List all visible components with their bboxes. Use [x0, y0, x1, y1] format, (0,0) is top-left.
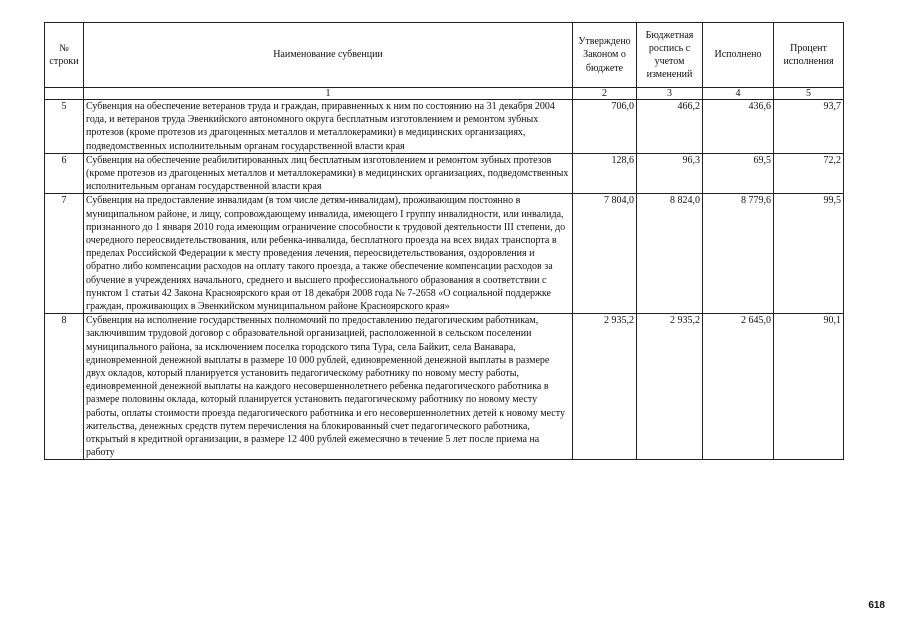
col-number: 3	[637, 88, 703, 100]
page-number: 618	[868, 600, 885, 611]
percent-value: 72,2	[774, 153, 844, 194]
header-row	[45, 23, 844, 88]
executed-value: 2 645,0	[703, 314, 774, 460]
col-number: 5	[774, 88, 844, 100]
approved-value: 2 935,2	[573, 314, 637, 460]
column-number-row	[45, 88, 844, 100]
approved-value: 7 804,0	[573, 194, 637, 314]
row-number: 8	[45, 314, 84, 460]
subvention-name: Субвенция на обеспечение реабилитированных лиц бесплатным изготовлением и ремонтом зубных протезов (кроме протезов из драгоценных металлов и металлокерамики) в медицинских организациях, подведомственных исполнительным органам государственной власти края	[84, 153, 573, 194]
executed-value: 436,6	[703, 100, 774, 154]
col-number: 1	[84, 88, 573, 100]
budget-value: 96,3	[637, 153, 703, 194]
header-name: Наименование субвенции	[84, 23, 573, 88]
subvention-name: Субвенция на исполнение государственных полномочий по предоставлению педагогическим работникам, заключившим трудовой договор с образовательной организацией, расположенной в сельском поселении муниципального района, за исключением поселка городского типа Тура, села Байкит, села Ванавара, единовременной денежной выплаты в размере 10 000 рублей, единовременной денежной выплаты в размере двух окладов, который планируется установить педагогическому работнику по новому месту работы, единовременной денежной выплаты на каждого несовершеннолетнего ребенка педагогического работника в размере половины оклада, который планируется установить педагогическому работнику по новому месту работы, оплаты стоимости проезда педагогического работника и его несовершеннолетних детей к новому месту жительства, денежных средств путем перечисления на блокированный счет педагогического работника, открытый в кредитной организации, в размере 12 400 рублей ежемесячно в течение 5 лет после приема на работу	[84, 314, 573, 460]
percent-value: 99,5	[774, 194, 844, 314]
header-row-no: № строки	[45, 23, 84, 88]
executed-value: 69,5	[703, 153, 774, 194]
subvention-table	[44, 22, 844, 460]
header-percent: Процент исполнения	[774, 23, 844, 88]
subvention-name: Субвенция на предоставление инвалидам (в том числе детям-инвалидам), проживающим постоянно в муниципальном районе, и лицу, сопровождающему инвалида, имеющего I группу инвалидности, или инвалида, признанного до 1 января 2010 года имеющим ограничение способности к трудовой деятельности III степени, до очередного переосвидетельствования, или ребенка-инвалида, бесплатного проезда на всех видах транспорта в пределах Российской Федерации к месту проведения лечения, переосвидетельствования, оздоровления и обратно либо компенсации расходов на оплату такого проезда, а также обеспечение компенсации расходов за обучение в учреждениях начального, среднего и высшего профессионального образования в соответствии с пунктом 1 статьи 42 Закона Красноярского края от 18 декабря 2008 года № 7-2658 «О социальной поддержке граждан, проживающих в Эвенкийском муниципальном районе Красноярского края»	[84, 194, 573, 314]
table-row	[45, 153, 844, 194]
approved-value: 128,6	[573, 153, 637, 194]
executed-value: 8 779,6	[703, 194, 774, 314]
percent-value: 93,7	[774, 100, 844, 154]
budget-value: 466,2	[637, 100, 703, 154]
row-number: 7	[45, 194, 84, 314]
table-row	[45, 100, 844, 154]
subvention-name: Субвенция на обеспечение ветеранов труда и граждан, приравненных к ним по состоянию на 31 декабря 2004 года, и ветеранов труда Эвенкийского автономного округа бесплатным изготовлением и ремонтом зубных протезов (кроме протезов из драгоценных металлов и металлокерамики) в медицинских организациях, подведомственных исполнительным органам государственной власти края	[84, 100, 573, 154]
col-number: 2	[573, 88, 637, 100]
approved-value: 706,0	[573, 100, 637, 154]
table-row	[45, 314, 844, 460]
row-number: 6	[45, 153, 84, 194]
col-number	[45, 88, 84, 100]
budget-value: 2 935,2	[637, 314, 703, 460]
header-executed: Исполнено	[703, 23, 774, 88]
header-approved: Утверждено Законом о бюджете	[573, 23, 637, 88]
percent-value: 90,1	[774, 314, 844, 460]
table-row	[45, 194, 844, 314]
row-number: 5	[45, 100, 84, 154]
col-number: 4	[703, 88, 774, 100]
header-budget: Бюджетная роспись с учетом изменений	[637, 23, 703, 88]
budget-value: 8 824,0	[637, 194, 703, 314]
